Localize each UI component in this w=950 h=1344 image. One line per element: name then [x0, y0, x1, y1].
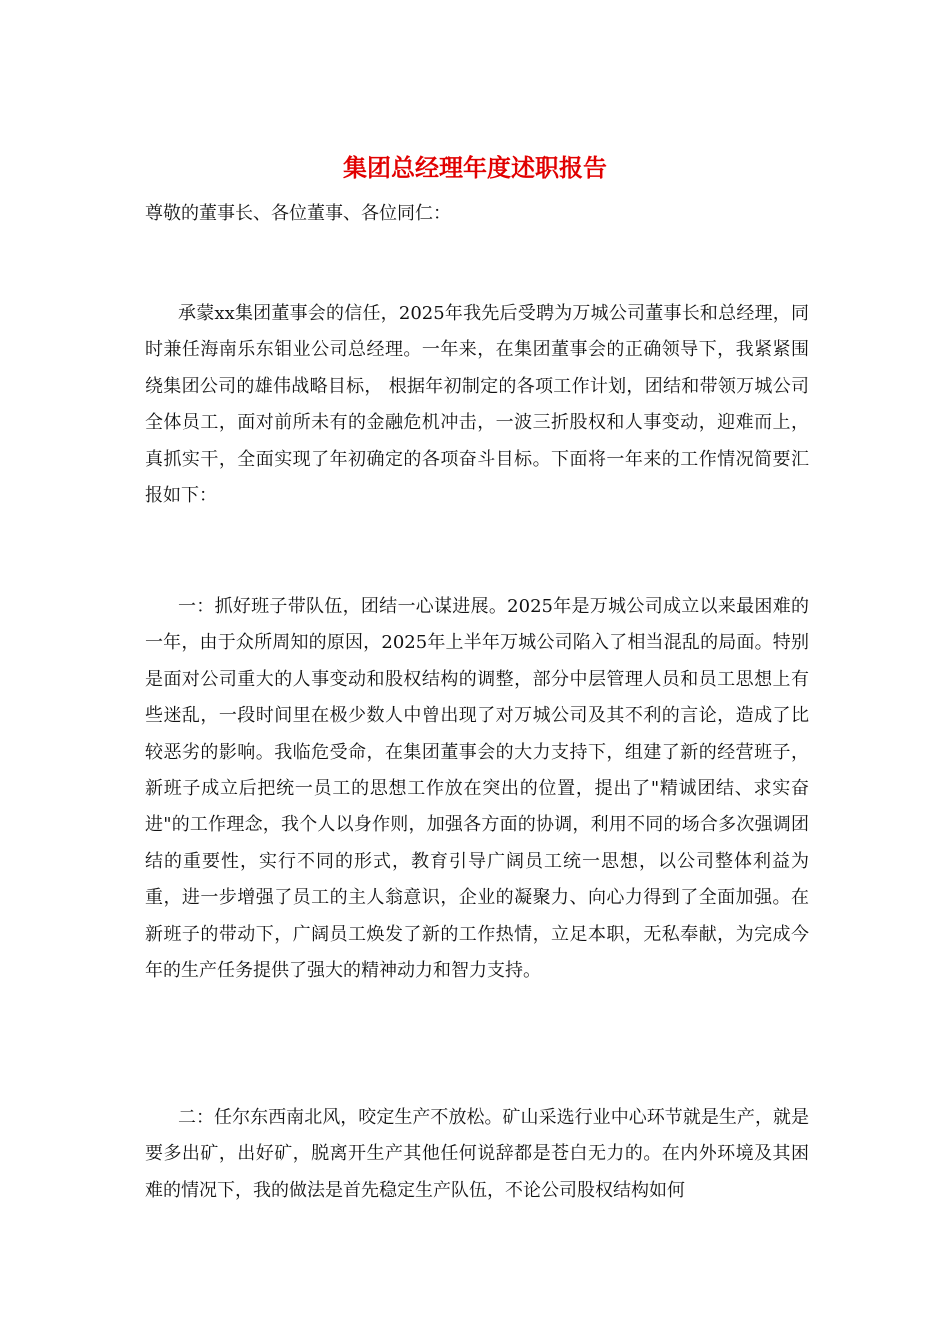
paragraph-section-1: 一：抓好班子带队伍，团结一心谋进展。2025年是万城公司成立以来最困难的一年，由于众所周知的原因，2025年上半年万城公司陷入了相当混乱的局面。特别是面对公司重大的人事变动和股权结构的调整，部分中层管理人员和员工思想上有些迷乱，一段时间里在极少数人中曾出现了对万城公司及其不利的言论，造成了比较恶劣的影响。我临危受命，在集团董事会的大力支持下，组建了新的经营班子，新班子成立后把统一员工的思想工作放在突出的位置，提出了"精诚团结、求实奋进"的工作理念，我个人以身作则，加强各方面的协调，利用不同的场合多次强调团结的重要性，实行不同的形式，教育引导广阔员工统一思想，以公司整体利益为重，进一步增强了员工的主人翁意识，企业的凝聚力、向心力得到了全面加强。在新班子的带动下，广阔员工焕发了新的工作热情，立足本职，无私奉献，为完成今年的生产任务提供了强大的精神动力和智力支持。 [145, 596, 809, 982]
salutation: 尊敬的董事长、各位董事、各位同仁： [145, 203, 451, 224]
paragraph-intro: 承蒙xx集团董事会的信任，2025年我先后受聘为万城公司董事长和总经理，同时兼任海南乐东钼业公司总经理。一年来，在集团董事会的正确领导下，我紧紧围绕集团公司的雄伟战略目标， 根据年初制定的各项工作计划，团结和带领万城公司全体员工，面对前所未有的金融危机冲击，一波三折股权和人事变动，迎难而上，真抓实干，全面实现了年初确定的各项奋斗目标。下面将一年来的工作情况简要汇报如下： [145, 303, 809, 507]
paragraph-section-2: 二：任尔东西南北风，咬定生产不放松。矿山采选行业中心环节就是生产，就是要多出矿，出好矿，脱离开生产其他任何说辞都是苍白无力的。在内外环境及其困难的情况下，我的做法是首先稳定生产队伍，不论公司股权结构如何 [145, 1107, 809, 1201]
document-title: 集团总经理年度述职报告 [343, 153, 607, 182]
